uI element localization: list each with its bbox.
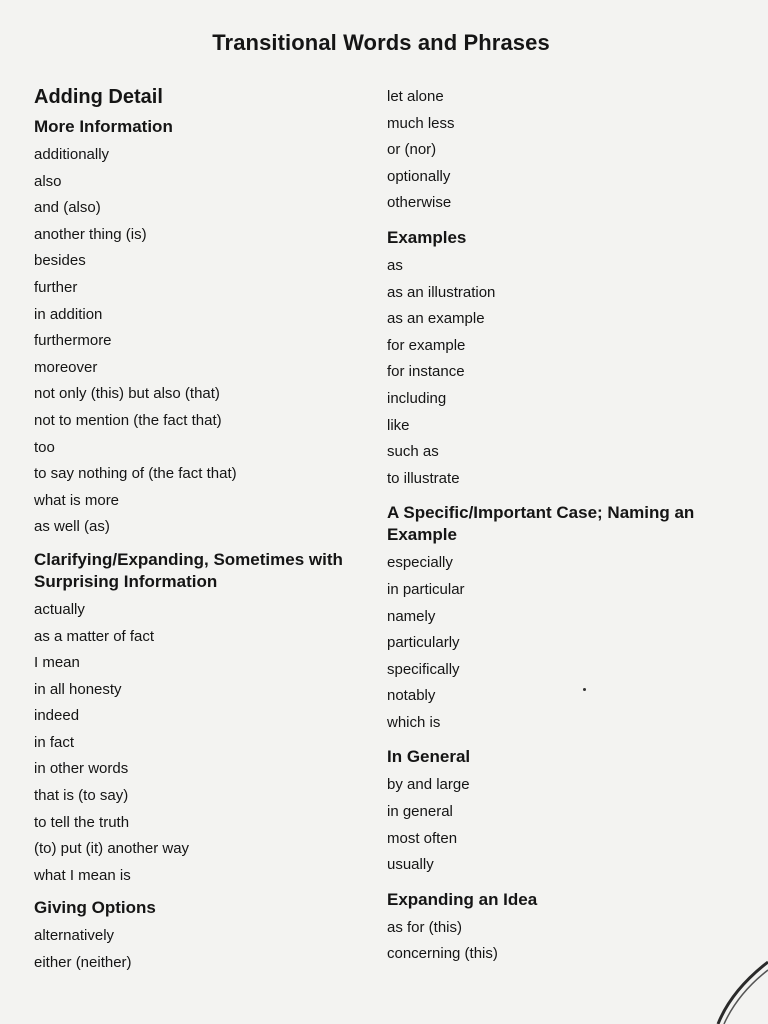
list-item: in all honesty [34, 680, 122, 698]
section-examples [387, 227, 732, 492]
section-heading: Giving Options [34, 898, 156, 918]
list-item: also [34, 172, 62, 190]
list-item: which is [387, 713, 441, 731]
list-item: additionally [34, 146, 110, 163]
list-item: moreover [34, 358, 98, 376]
main-heading: Adding Detail [34, 86, 163, 108]
section-more-information [34, 116, 364, 541]
list-item: most often [387, 829, 458, 847]
list-item: by and large [387, 776, 470, 794]
section-clarifying-expanding-sometimes-with-surprising-information [34, 549, 364, 890]
list-item: (to) put (it) another way [34, 840, 190, 858]
list-item: either (neither) [34, 954, 132, 972]
list-item: particularly [387, 634, 460, 652]
list-item: not only (this) but also (that) [34, 385, 220, 403]
list-item: indeed [34, 707, 80, 725]
list-item: optionally [387, 167, 451, 185]
list-item: usually [387, 856, 434, 874]
section-in-general [387, 746, 732, 878]
list-item: besides [34, 252, 86, 270]
list-item: another thing (is) [34, 225, 147, 243]
list-item: for example [387, 336, 466, 354]
list-item: that is (to say) [34, 787, 129, 805]
list-item: as an illustration [387, 283, 496, 301]
right-column [387, 84, 732, 978]
list-item: notably [387, 687, 436, 705]
section-heading: Expanding an Idea [387, 889, 538, 909]
list-item: especially [387, 554, 453, 572]
section-heading: In General [387, 747, 471, 767]
list-item: not to mention (the fact that) [34, 411, 222, 429]
section-heading: Clarifying/Expanding, Sometimes with Surprising Information [34, 549, 343, 591]
section-giving-options [34, 897, 364, 976]
list-item: what I mean is [34, 866, 131, 884]
list-item: to tell the truth [34, 813, 130, 831]
list-item: namely [387, 607, 436, 625]
list-item: as well (as) [34, 518, 110, 536]
list-item: in particular [387, 580, 465, 598]
list-item: in addition [34, 305, 103, 323]
section-expanding-an-idea [387, 889, 732, 968]
list-item: such as [387, 443, 439, 461]
list-item: in general [387, 803, 453, 821]
list-item: further [34, 278, 78, 296]
list-item: much less [387, 114, 455, 132]
continued-list [387, 84, 732, 217]
list-item: for instance [387, 363, 465, 381]
list-item: otherwise [387, 194, 452, 212]
scan-speck [583, 688, 586, 691]
list-item: actually [34, 600, 85, 618]
pen-mark-scribble [698, 954, 768, 1024]
list-item: what is more [34, 491, 120, 509]
section-heading: Examples [387, 227, 467, 247]
list-item: as a matter of fact [34, 627, 155, 645]
section-heading: A Specific/Important Case; Naming an Example [387, 503, 695, 545]
list-item: as [387, 256, 403, 274]
section-heading: More Information [34, 117, 173, 136]
list-item: as an example [387, 310, 485, 328]
right-sections [387, 227, 732, 968]
list-item: including [387, 389, 447, 407]
list-item: or (nor) [387, 141, 437, 159]
list-item: furthermore [34, 332, 112, 350]
list-item: like [387, 416, 410, 434]
list-item: alternatively [34, 927, 115, 945]
list-item: to say nothing of (the fact that) [34, 465, 237, 483]
list-item: and (also) [34, 199, 101, 217]
list-item: to illustrate [387, 469, 460, 487]
list-item: in other words [34, 760, 129, 778]
list-item: in fact [34, 733, 75, 751]
list-item: let alone [387, 88, 444, 105]
list-item: I mean [34, 654, 80, 672]
left-column [34, 84, 364, 985]
page-title: Transitional Words and Phrases [212, 30, 550, 55]
list-item: too [34, 438, 55, 456]
list-item: concerning (this) [387, 945, 498, 963]
section-a-specific-important-case-naming-an-example [387, 502, 732, 736]
list-item: as for (this) [387, 918, 463, 936]
list-item: specifically [387, 660, 460, 678]
left-sections [34, 116, 364, 977]
